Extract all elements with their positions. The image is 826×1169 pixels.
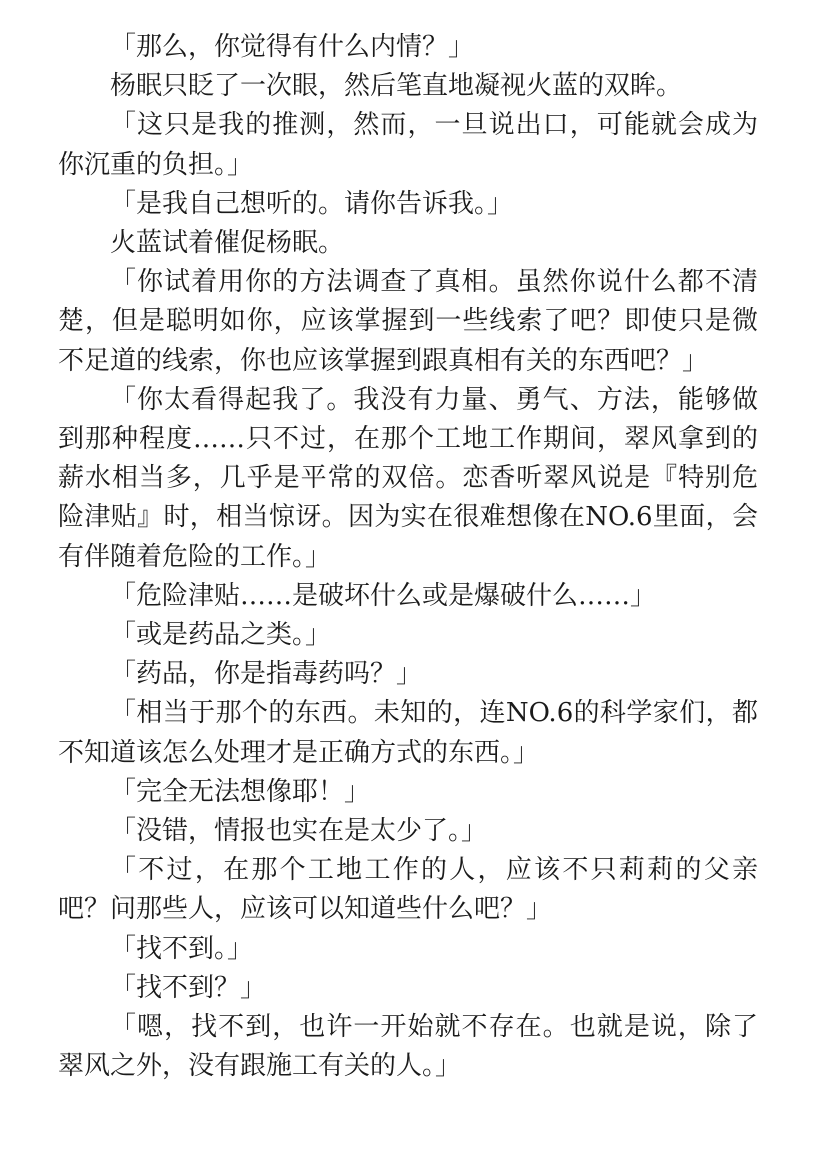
- paragraph: 「不过，在那个工地工作的人，应该不只莉莉的父亲吧？问那些人，应该可以知道些什么吧？」: [58, 855, 758, 925]
- paragraph: 「是我自己想听的。请你告诉我。」: [110, 188, 514, 219]
- paragraph: 「你太看得起我了。我没有力量、勇气、方法，能够做到那种程度……只不过，在那个工地工作期间，翠风拿到的薪水相当多，几乎是平常的双倍。恋香听翠风说是『特别危险津贴』时，相当惊讶。因为实在很难想像在NO.6里面，会有伴随着危险的工作。」: [58, 384, 758, 572]
- paragraph: 「没错，情报也实在是太少了。」: [110, 816, 488, 847]
- paragraph: 「这只是我的推测，然而，一旦说出口，可能就会成为你沉重的负担。」: [58, 110, 758, 180]
- paragraph: 「完全无法想像耶！」: [110, 776, 371, 807]
- paragraph: 「药品，你是指毒药吗？」: [110, 659, 423, 690]
- body-text: [58, 28, 758, 1086]
- paragraph: 「或是药品之类。」: [110, 620, 332, 651]
- paragraph: 「找不到？」: [110, 972, 267, 1003]
- paragraph: 「相当于那个的东西。未知的，连NO.6的科学家们，都不知道该怎么处理才是正确方式的东西。」: [58, 698, 758, 768]
- paragraph: 「那么，你觉得有什么内情？」: [110, 32, 475, 62]
- paragraph: 杨眠只眨了一次眼，然后笔直地凝视火蓝的双眸。: [110, 71, 683, 102]
- paragraph: 「危险津贴……是破坏什么或是爆破什么……」: [110, 580, 657, 611]
- paragraph: 「嗯，找不到，也许一开始就不存在。也就是说，除了翠风之外，没有跟施工有关的人。」: [58, 1012, 758, 1082]
- paragraph: 火蓝试着催促杨眠。: [110, 228, 345, 259]
- paragraph: 「找不到。」: [110, 933, 254, 964]
- paragraph: 「你试着用你的方法调查了真相。虽然你说什么都不清楚，但是聪明如你，应该掌握到一些线索了吧？即使只是微不足道的线索，你也应该掌握到跟真相有关的东西吧？」: [58, 267, 758, 376]
